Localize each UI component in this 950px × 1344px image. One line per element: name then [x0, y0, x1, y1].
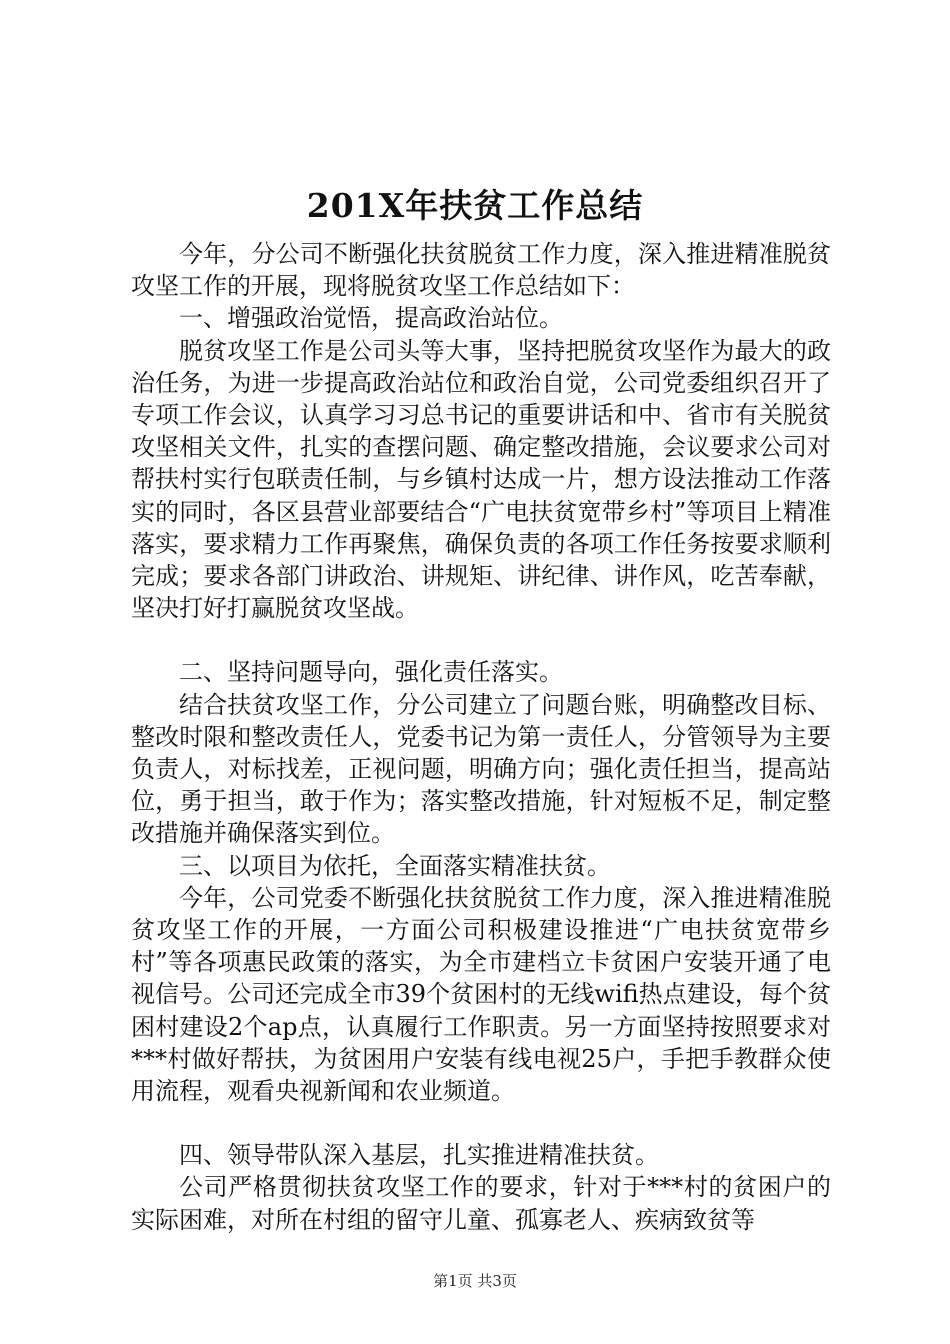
page-number-footer: 第1页 共3页	[433, 1272, 517, 1290]
document-title: 201X年扶贫工作总结	[306, 186, 644, 225]
section-heading-1: 一、增强政治觉悟，提高政治站位。	[179, 304, 563, 333]
section-heading-4: 四、领导带队深入基层，扎实推进精准扶贫。	[179, 1141, 659, 1170]
section-paragraph-2: 结合扶贫攻坚工作，分公司建立了问题台账，明确整改目标、整改时限和整改责任人，党委书记为第一责任人，分管领导为主要负责人，对标找差，正视问题，明确方向；强化责任担当，提高站位，勇于担当，敢于作为；落实整改措施，针对短板不足，制定整改措施并确保落实到位。	[131, 690, 831, 848]
intro-paragraph: 今年，分公司不断强化扶贫脱贫工作力度，深入推进精准脱贫攻坚工作的开展，现将脱贫攻坚工作总结如下：	[131, 240, 831, 301]
section-heading-2: 二、坚持问题导向，强化责任落实。	[179, 658, 563, 687]
document-body	[131, 238, 831, 1236]
section-paragraph-4: 公司严格贯彻扶贫攻坚工作的要求，针对于***村的贫困户的实际困难，对所在村组的留守儿童、孤寡老人、疾病致贫等	[131, 1173, 831, 1234]
section-paragraph-3: 今年，公司党委不断强化扶贫脱贫工作力度，深入推进精准脱贫攻坚工作的开展，一方面公司积极建设推进“广电扶贫宽带乡村”等各项惠民政策的落实，为全市建档立卡贫困户安装开通了电视信号。公司还完成全市39个贫困村的无线wifi热点建设，每个贫困村建设2个ap点，认真履行工作职责。另一方面坚持按照要求对***村做好帮扶，为贫困用户安装有线电视25户，手把手教群众使用流程，观看央视新闻和农业频道。	[131, 883, 831, 1106]
section-paragraph-1: 脱贫攻坚工作是公司头等大事，坚持把脱贫攻坚作为最大的政治任务，为进一步提高政治站位和政治自觉，公司党委组织召开了专项工作会议，认真学习习总书记的重要讲话和中、省市有关脱贫攻坚相关文件，扎实的查摆问题、确定整改措施，会议要求公司对帮扶村实行包联责任制，与乡镇村达成一片，想方设法推动工作落实的同时，各区县营业部要结合“广电扶贫宽带乡村”等项目上精准落实，要求精力工作再聚焦，确保负责的各项工作任务按要求顺利完成；要求各部门讲政治、讲规矩、讲纪律、讲作风，吃苦奉献，坚决打好打赢脱贫攻坚战。	[131, 336, 831, 623]
section-heading-3: 三、以项目为依托，全面落实精准扶贫。	[179, 851, 611, 880]
